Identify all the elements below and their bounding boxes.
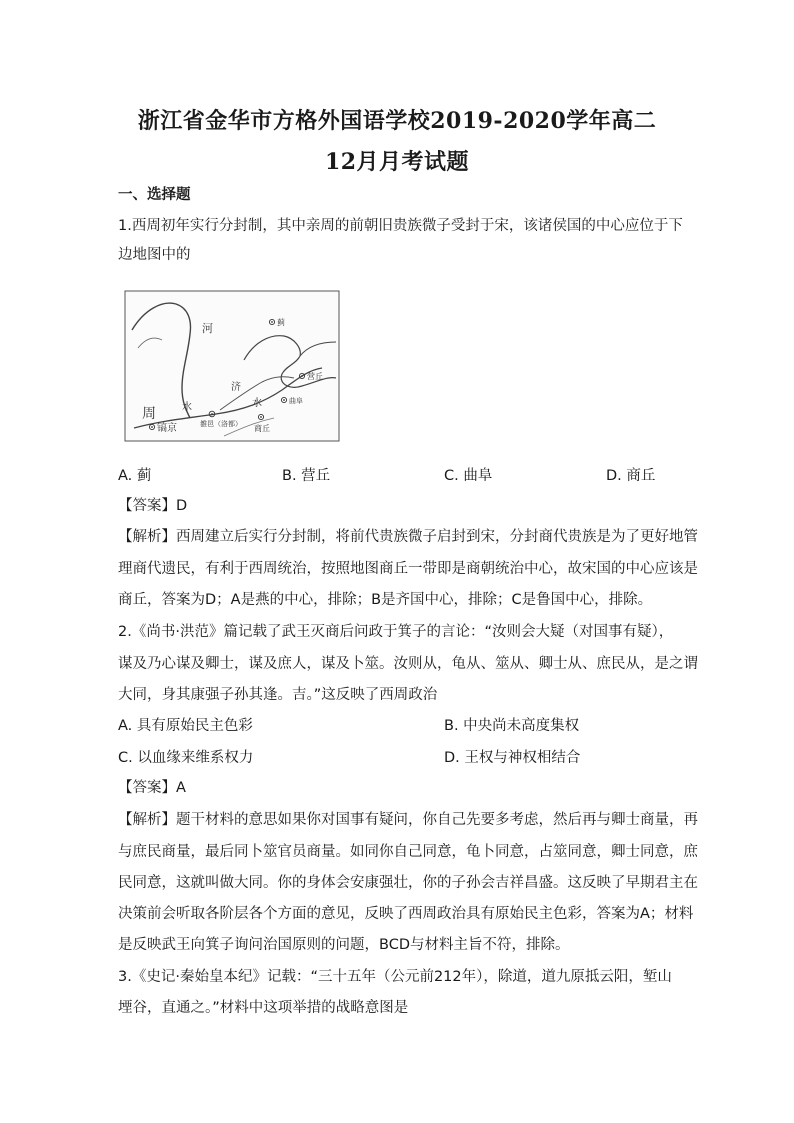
q1-option-c: C. 曲阜	[444, 468, 493, 484]
q1-option-d: D. 商丘	[606, 468, 656, 484]
q2-option-d: D. 王权与神权相结合	[444, 750, 581, 766]
map-label-shangqiu: 商丘	[254, 424, 270, 433]
q2-analysis-line4: 决策前会听取各阶层各个方面的意见，反映了西周政治具有原始民主色彩，答案为A；材料	[118, 906, 694, 922]
q2-stem-line1: 2.《尚书·洪范》篇记载了武王灭商后问政于箕子的言论：“汝则会大疑（对国事有疑），	[118, 624, 674, 640]
map-label-ji-city: 蓟	[277, 318, 285, 327]
q2-analysis-line5: 是反映武王向箕子询问治国原则的问题，BCD与材料主旨不符，排除。	[118, 937, 570, 953]
q1-stem-line1: 1.西周初年实行分封制，其中亲周的前朝旧贵族微子受封于宋，该诸侯国的中心应位于下	[118, 218, 683, 234]
page-title-line1: 浙江省金华市方格外国语学校2019-2020学年高二	[137, 108, 657, 134]
q2-stem-line3: 大同，身其康强子孙其逢。吉。”这反映了西周政治	[118, 687, 438, 703]
q1-option-a: A. 蓟	[118, 468, 152, 484]
map-label-shui1: 水	[182, 402, 192, 413]
map-label-haojing: 镐京	[157, 423, 177, 434]
map-label-shui2: 水	[252, 398, 262, 409]
q1-analysis-line2: 理商代遗民，有利于西周统治，按照地图商丘一带即是商朝统治中心，故宋国的中心应该是	[118, 561, 698, 577]
q1-analysis-line1: 【解析】西周建立后实行分封制，将前代贵族微子启封到宋，分封商代贵族是为了更好地管	[118, 529, 698, 545]
q2-option-a: A. 具有原始民主色彩	[118, 718, 253, 734]
q1-answer: 【答案】D	[118, 498, 188, 514]
q3-stem-line1: 3.《史记·秦始皇本纪》记载：“三十五年（公元前212年），除道，道九原抵云阳，堑山	[118, 969, 672, 985]
q1-option-b: B. 营丘	[282, 468, 331, 484]
section-heading: 一、选择题	[118, 187, 191, 203]
q2-analysis-line1: 【解析】题干材料的意思如果你对国事有疑问，你自己先要多考虑，然后再与卿士商量，再	[118, 812, 698, 828]
q3-stem-line2: 堙谷，直通之。”材料中这项举措的战略意图是	[118, 1000, 409, 1016]
q2-analysis-line3: 民同意，这就叫做大同。你的身体会安康强壮，你的子孙会吉祥昌盛。这反映了早期君主在	[118, 875, 698, 891]
q2-stem-line2: 谋及乃心谋及卿士，谋及庶人，谋及卜筮。汝则从，龟从、筮从、卿士从、庶民从，是之谓	[118, 656, 698, 672]
map-label-qufu: 曲阜	[289, 397, 303, 405]
q2-option-b: B. 中央尚未高度集权	[444, 718, 580, 734]
map-label-yingqiu: 营丘	[307, 372, 323, 381]
map-label-he: 河	[202, 322, 213, 335]
map-label-ji-river: 济	[231, 382, 241, 393]
map-label-luoyi: 雒邑（洛都）	[200, 420, 242, 428]
q2-answer: 【答案】A	[118, 780, 186, 796]
q1-analysis-line3: 商丘，答案为D；A是燕的中心，排除；B是齐国中心，排除；C是鲁国中心，排除。	[118, 592, 653, 608]
map-label-zhou: 周	[142, 406, 156, 422]
q2-analysis-line2: 与庶民商量，最后同卜筮官员商量。如同你自己同意，龟卜同意，占筮同意，卿士同意，庶	[118, 844, 698, 860]
page-title-line2: 12月月考试题	[324, 149, 470, 175]
q1-stem-line2: 边地图中的	[118, 247, 191, 263]
q1-map-figure	[124, 290, 340, 442]
q2-option-c: C. 以血缘来维系权力	[118, 750, 254, 766]
